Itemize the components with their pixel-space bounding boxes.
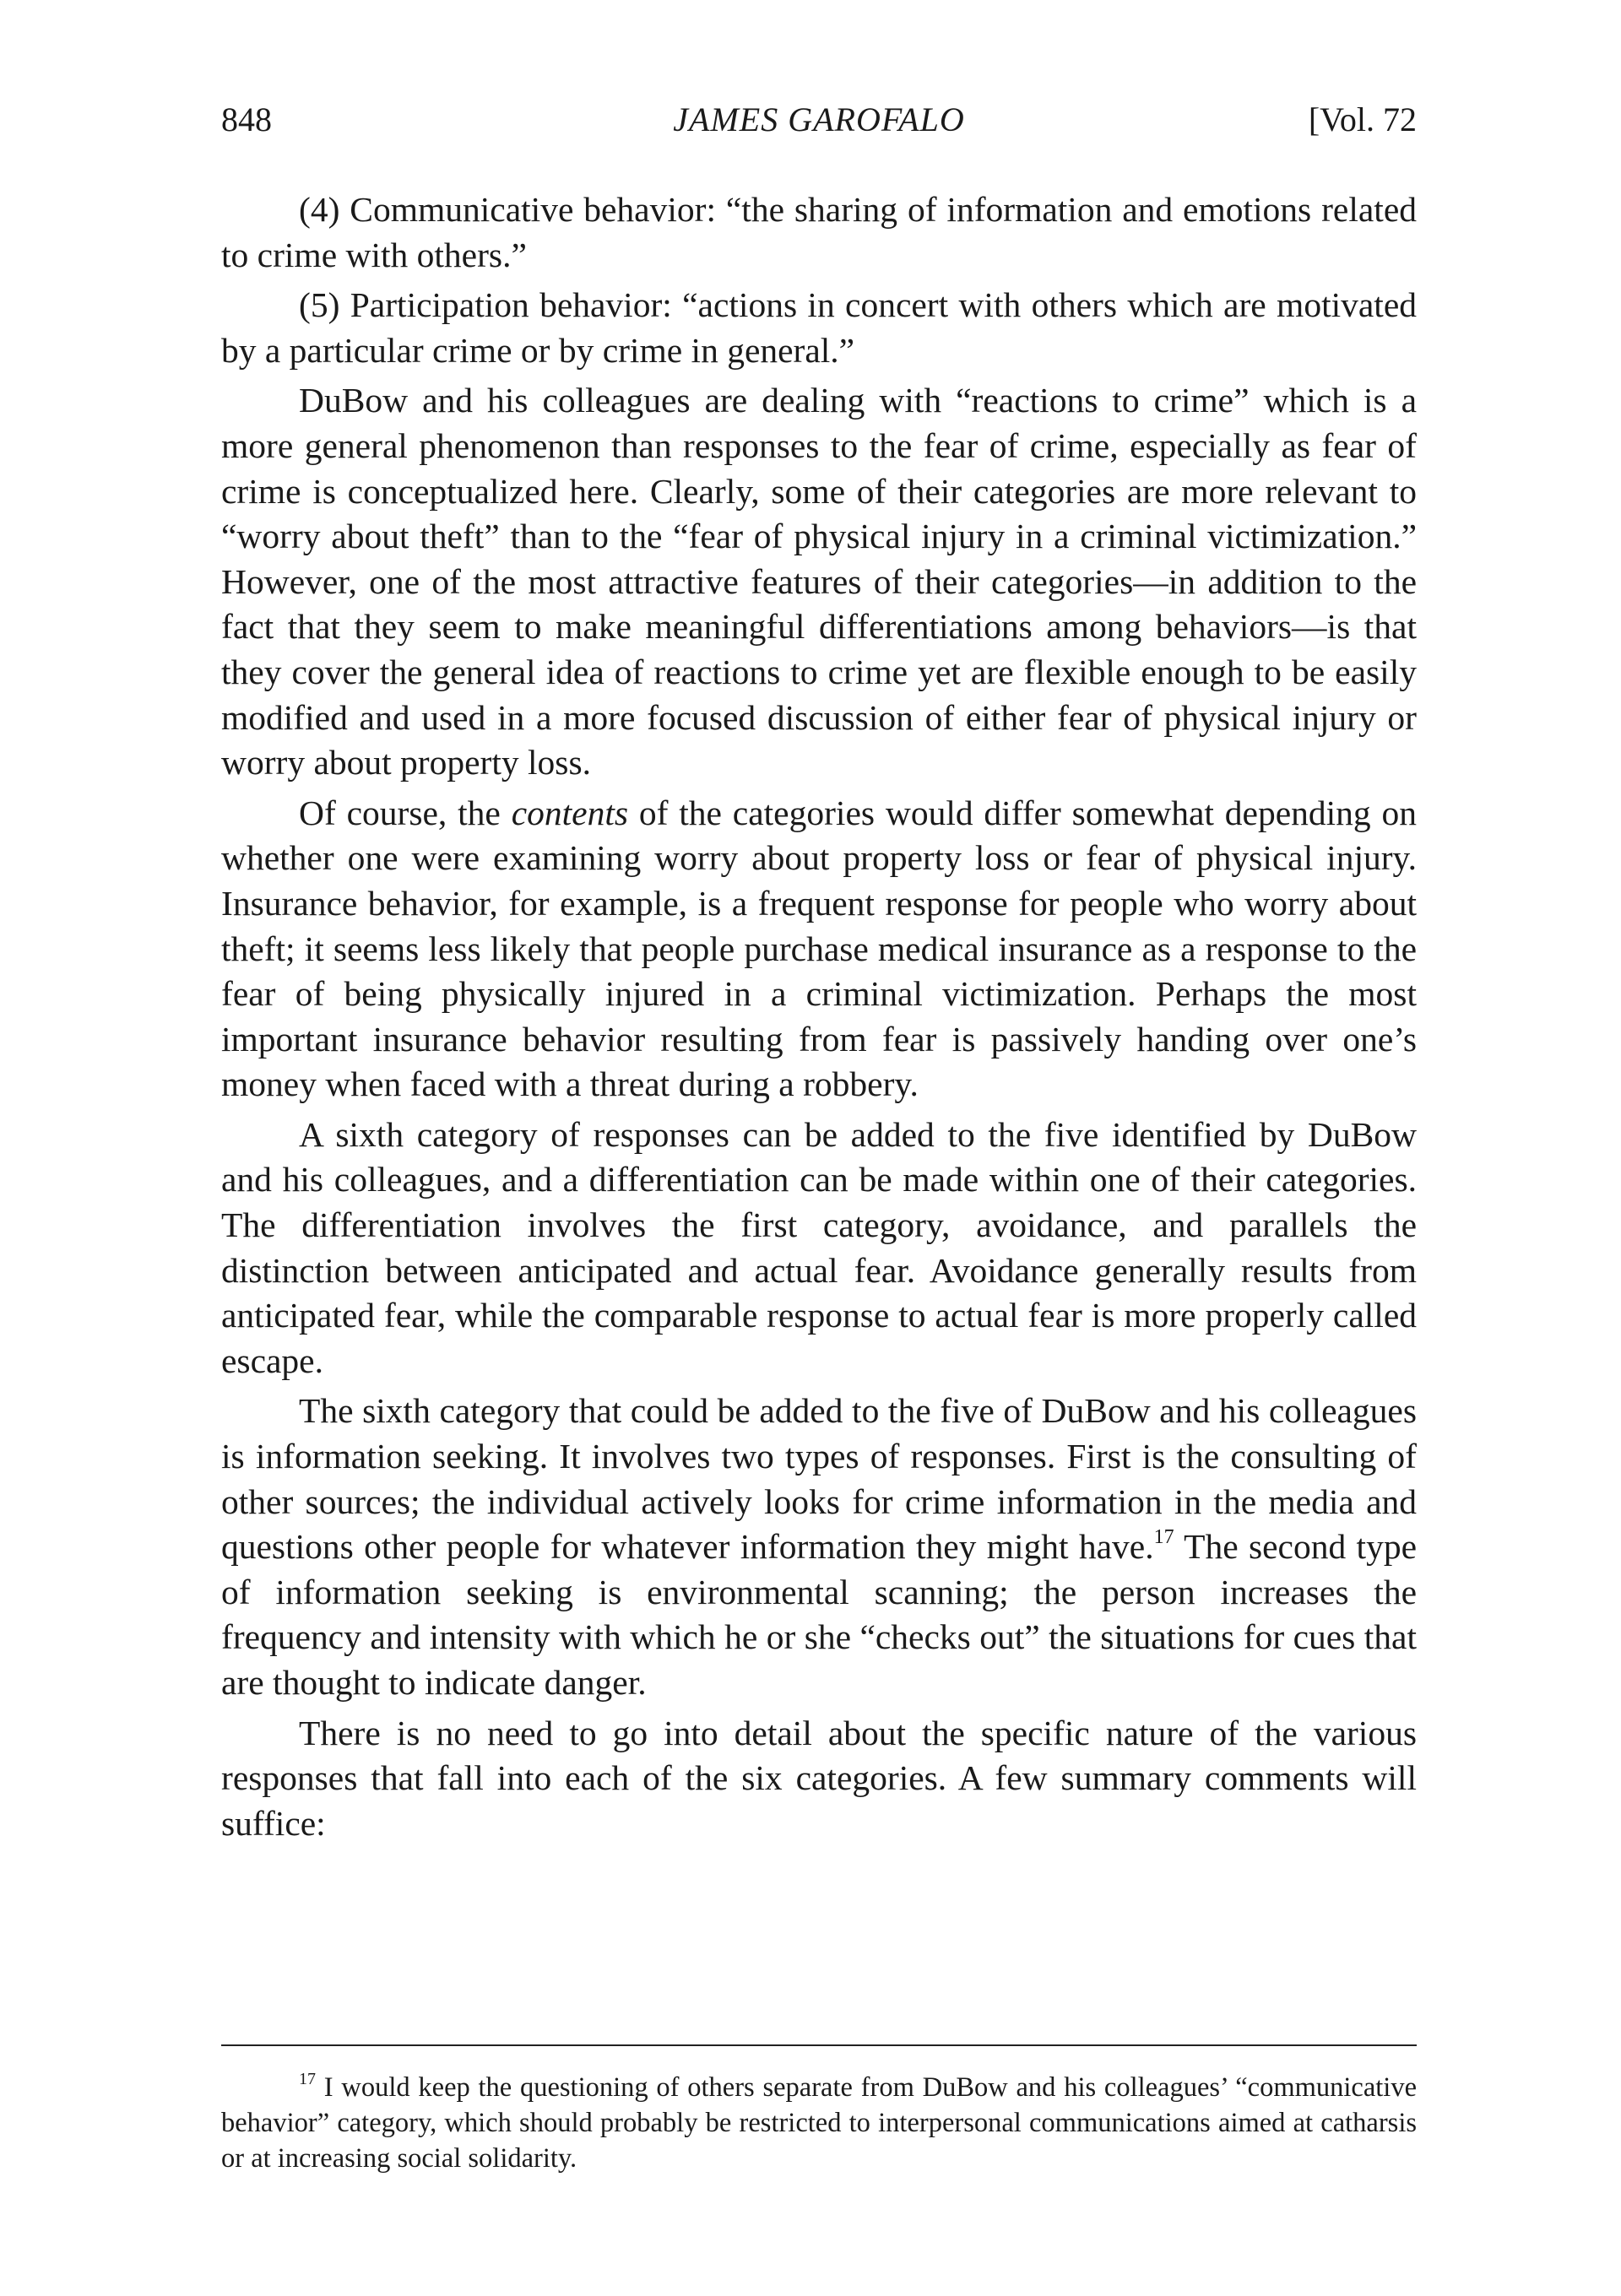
paragraph-sixth-category: A sixth category of responses can be added to the five identified by DuBow and his colleagues, and a differentiation can be made within one of their categories. The differentiation involves the first category, avoidance, and parallels the distinction between anticipated and actual fear. Avoidance generally results from anticipated fear, while the comparable response to actual fear is more properly called escape.: [221, 1114, 1417, 1380]
body-text: [221, 187, 1417, 1851]
page-number: 848: [221, 100, 272, 138]
page-header: [221, 95, 1417, 145]
footnote-reference[interactable]: 17: [1153, 1526, 1174, 1549]
footnote-text: I would keep the questioning of others separate from DuBow and his colleagues’ “communicative behavior” category, which should probably be restricted to interpersonal communications aimed at catharsis or at increasing social solidarity.: [221, 2072, 1418, 2174]
paragraph-reactions-to-crime: DuBow and his colleagues are dealing with “reactions to crime” which is a more general phenomenon than responses to the fear of crime, especially as fear of crime is conceptualized here. Clearly, some of their categories are more relevant to “worry about theft” than to the “fear of physical injury in a criminal victimization.” However, one of the most attractive features of their categories—in addition to the fact that they seem to make meaningful differentiations among behaviors—is that they cover the general idea of reactions to crime yet are flexible enough to be easily modified and used in a more focused discussion of either fear of physical injury or worry about property loss.: [221, 381, 1417, 782]
emphasis-contents: contents: [511, 793, 629, 832]
list-item-communicative-behavior: (4) Communicative behavior: “the sharing of information and emotions related to crime with others.”: [221, 190, 1417, 274]
paragraph-text: The second type of information seeking is environmental scanning; the person increases the frequency and intensity with which he or she “checks out” the situations for cues that are thought to indicate danger.: [221, 1527, 1417, 1702]
list-item-participation-behavior: (5) Participation behavior: “actions in concert with others which are motivated by a particular crime or by crime in general.”: [221, 285, 1417, 370]
paragraph-text: of the categories would differ somewhat depending on whether one were examining worry about property loss or fear of physical injury. Insurance behavior, for example, is a frequent response for people who worry about theft; it seems less likely that people purchase medical insurance as a response to the fear of being physically injured in a criminal victimization. Perhaps the most important insurance behavior resulting from fear is passively handing over one’s money when faced with a threat during a robbery.: [221, 793, 1417, 1104]
paragraph-text: The sixth category that could be added to the five of DuBow and his colleagues is information seeking. It involves two types of responses. First is the consulting of other sources; the individual actively looks for crime information in the media and questions other people for whatever information they might have.: [221, 1391, 1417, 1567]
volume-label: [Vol. 72: [1308, 100, 1417, 138]
paragraph-text: Of course, the: [299, 793, 512, 832]
paragraph-information-seeking: [221, 1389, 1417, 1705]
footnote: [221, 2070, 1417, 2176]
running-title: JAMES GAROFALO: [673, 100, 965, 138]
paragraph-contents-of-categories: [221, 791, 1417, 1107]
paragraph-summary-comments: There is no need to go into detail about the specific nature of the various responses that fall into each of the six categories. A few summary comments will suffice:: [221, 1713, 1417, 1843]
footnote-divider: [221, 2044, 1417, 2046]
footnote-number: 17: [299, 2070, 316, 2088]
